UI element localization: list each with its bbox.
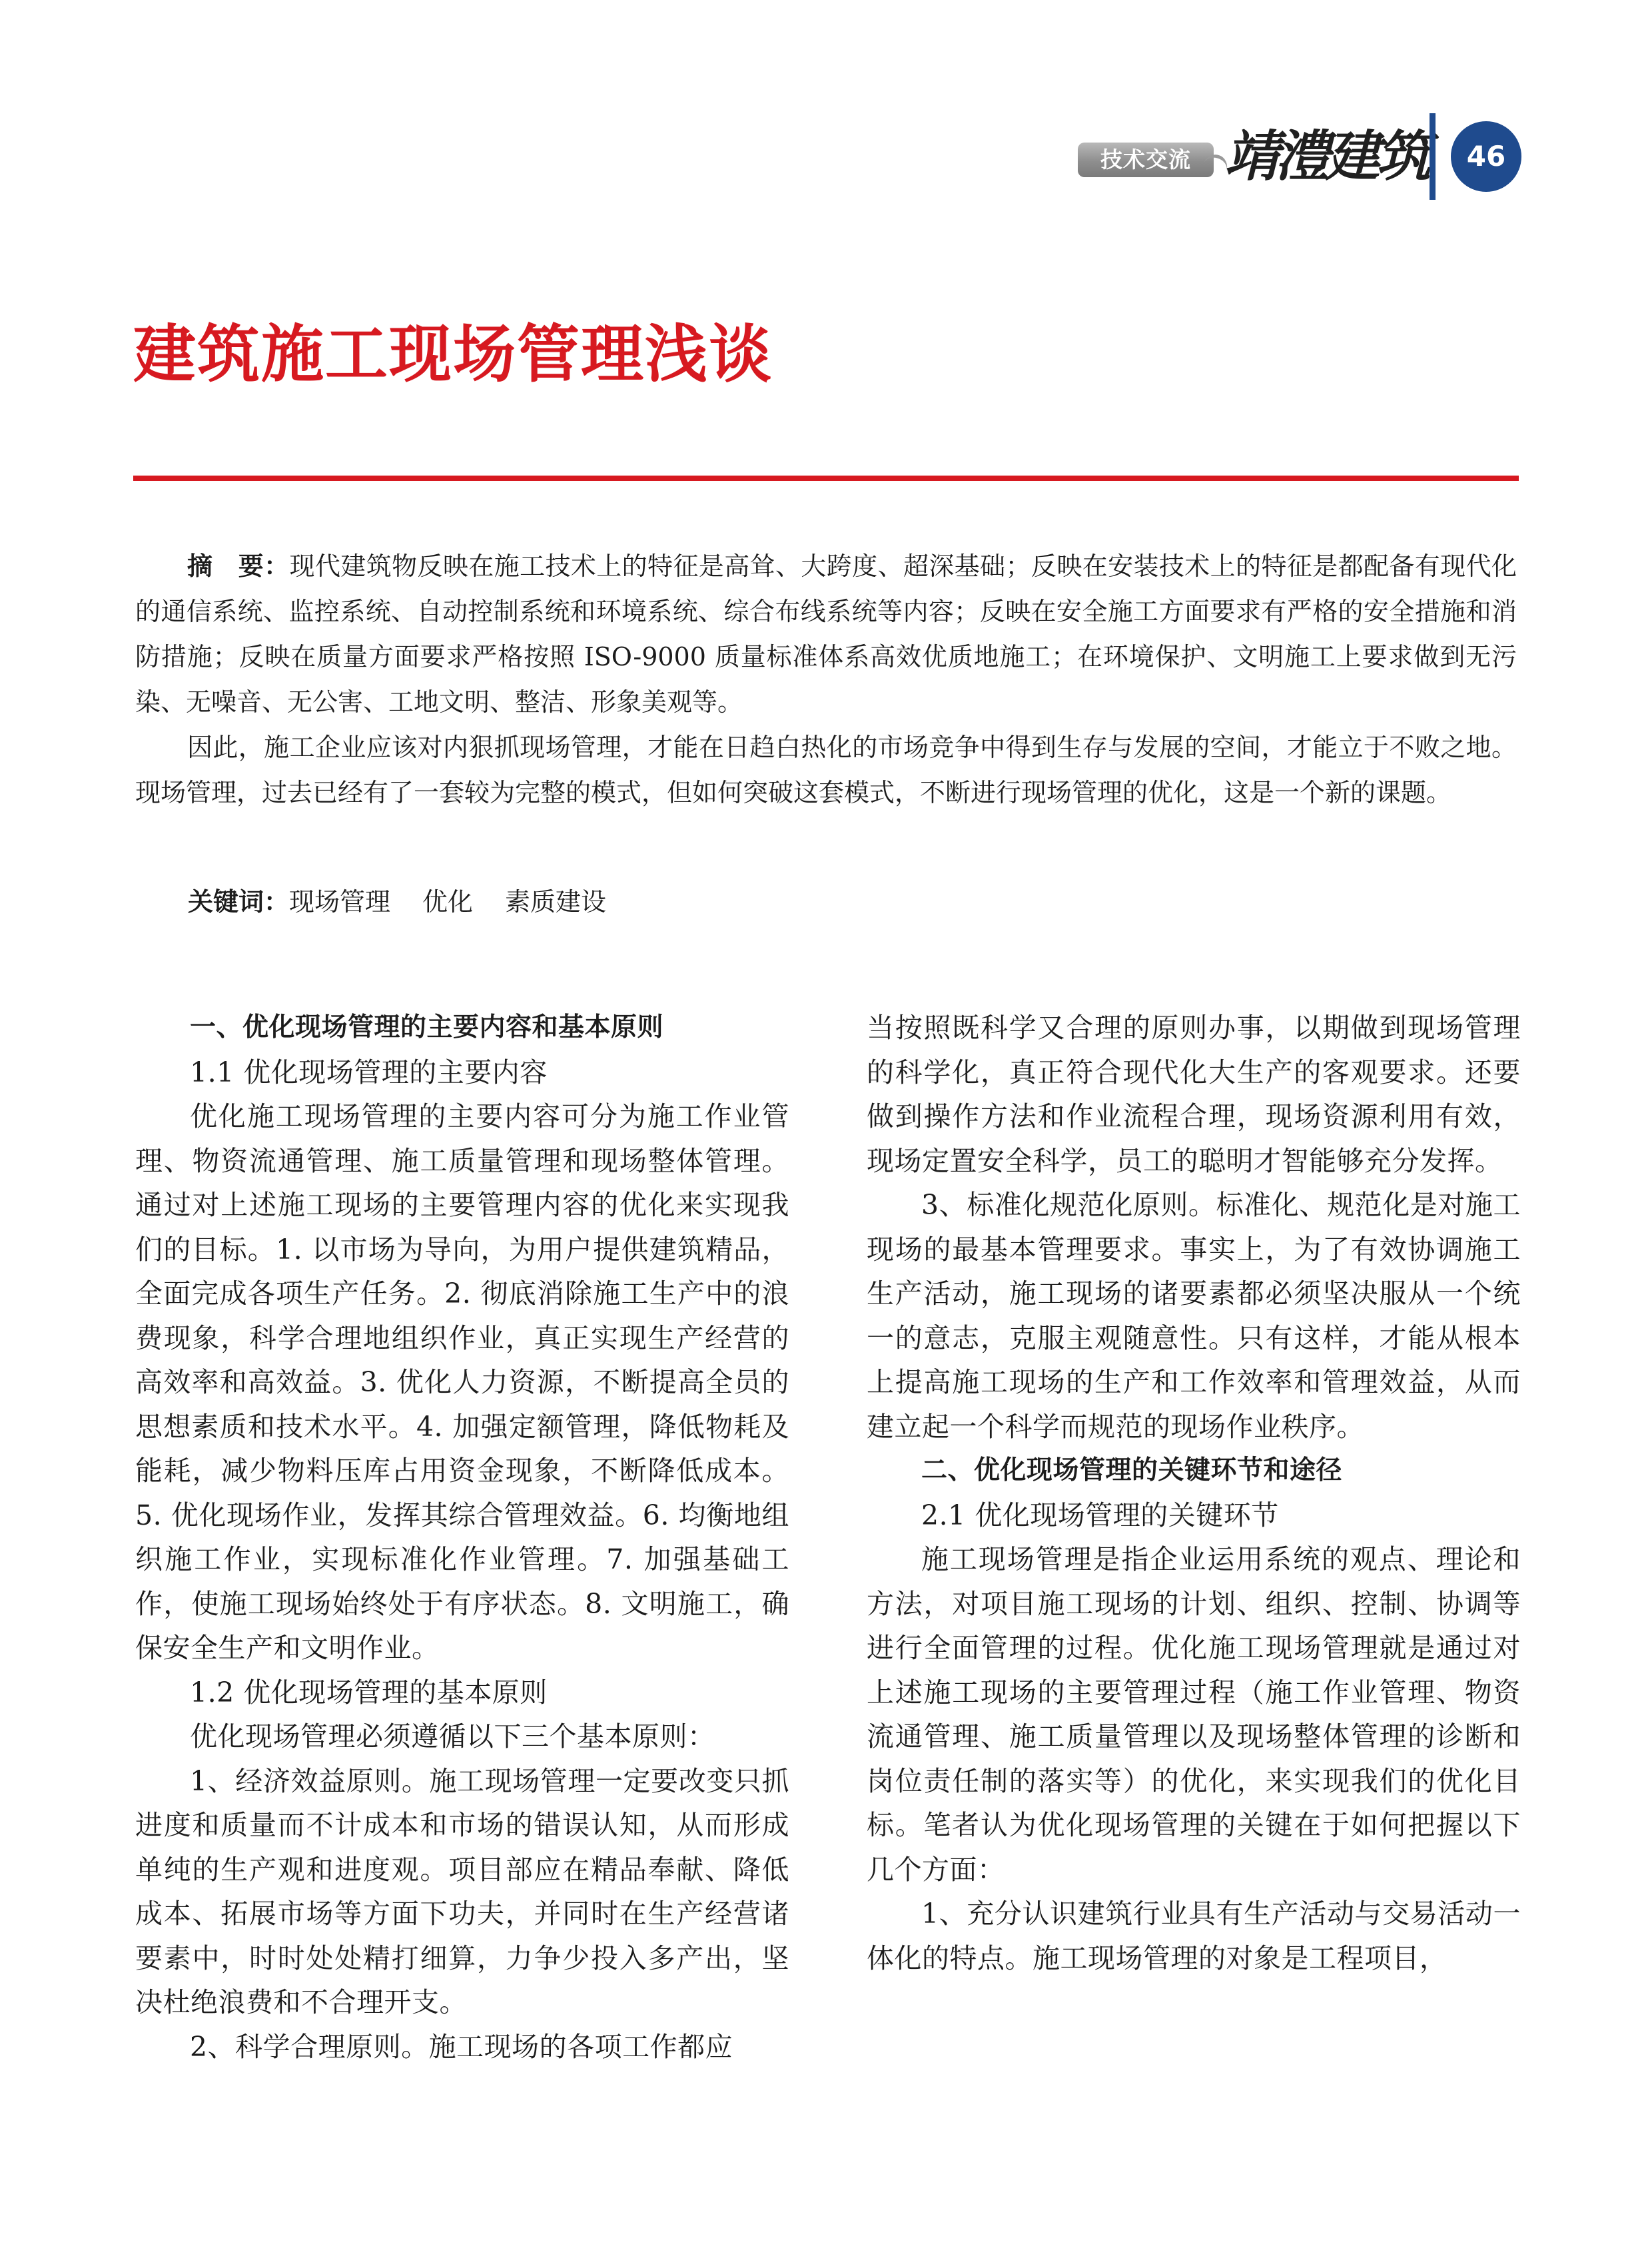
body-paragraph: 优化现场管理必须遵循以下三个基本原则： bbox=[190, 1720, 715, 1752]
keyword: 素质建设 bbox=[505, 887, 607, 917]
title-rule bbox=[133, 476, 1519, 481]
article-title: 建筑施工现场管理浅谈 bbox=[133, 318, 773, 391]
magazine-logo: 靖澧建筑 bbox=[1224, 125, 1427, 188]
body-paragraph: 1、充分认识建筑行业具有生产活动与交易活动一体化的特点。施工现场管理的对象是工程项目， bbox=[867, 1898, 1521, 1974]
body-column-left bbox=[135, 1006, 789, 2069]
abstract-text: 现代建筑物反映在施工技术上的特征是高耸、大跨度、超深基础；反映在安装技术上的特征是都配备有现代化的通信系统、监控系统、自动控制系统和环境系统、综合布线系统等内容；反映在安全施工方面要求有严格的安全措施和消防措施；反映在质量方面要求严格按照 ISO-9000 质量标准体系高效优质地施工；在环境保护、文明施工上要求做到无污染、无噪音、无公害、工地文明、整洁、形象美观等。 bbox=[135, 552, 1517, 717]
abstract-paragraph bbox=[135, 544, 1517, 725]
abstract bbox=[135, 544, 1517, 815]
body-paragraph: 优化施工现场管理的主要内容可分为施工作业管理、物资流通管理、施工质量管理和现场整体管理。通过对上述施工现场的主要管理内容的优化来实现我们的目标。1. 以市场为导向，为用户提供建筑精品，全面完成各项生产任务。2. 彻底消除施工生产中的浪费现象，科学合理地组织作业，真正实现生产经营的高效率和高效益。3. 优化人力资源，不断提高全员的思想素质和技术水平。4. 加强定额管理，降低物耗及能耗，减少物料压库占用资金现象，不断降低成本。5. 优化现场作业，发挥其综合管理效益。6. 均衡地组织施工作业，实现标准化作业管理。7. 加强基础工作，使施工现场始终处于有序状态。8. 文明施工，确保安全生产和文明作业。 bbox=[135, 1100, 789, 1664]
body-column-right bbox=[867, 1006, 1521, 1980]
body-paragraph: 3、标准化规范化原则。标准化、规范化是对施工现场的最基本管理要求。事实上，为了有效协调施工生产活动，施工现场的诸要素都必须坚决服从一个统一的意志，克服主观随意性。只有这样，才能从根本上提高施工现场的生产和工作效率和管理效益，从而建立起一个科学而规范的现场作业秩序。 bbox=[867, 1189, 1521, 1443]
page-number: 46 bbox=[1451, 121, 1521, 192]
body-paragraph: 1、经济效益原则。施工现场管理一定要改变只抓进度和质量而不计成本和市场的错误认知，从而形成单纯的生产观和进度观。项目部应在精品奉献、降低成本、拓展市场等方面下功夫，并同时在生产经营诸要素中，时时处处精打细算，力争少投入多产出，坚决杜绝浪费和不合理开支。 bbox=[135, 1764, 789, 2018]
subsection-heading: 1.1 优化现场管理的主要内容 bbox=[190, 1056, 548, 1088]
body-paragraph: 当按照既科学又合理的原则办事，以期做到现场管理的科学化，真正符合现代化大生产的客观要求。还要做到操作方法和作业流程合理，现场资源利用有效，现场定置安全科学，员工的聪明才智能够充分发挥。 bbox=[867, 1012, 1521, 1177]
keywords bbox=[188, 879, 1387, 925]
section-heading: 二、优化现场管理的关键环节和途径 bbox=[921, 1455, 1343, 1485]
header-divider bbox=[1430, 113, 1436, 200]
keyword: 优化 bbox=[422, 887, 474, 917]
keywords-label: 关键词： bbox=[188, 887, 290, 917]
keyword: 现场管理 bbox=[289, 887, 391, 917]
section-tag: 技术交流 bbox=[1078, 143, 1214, 177]
abstract-paragraph-2: 因此，施工企业应该对内狠抓现场管理，才能在日趋白热化的市场竞争中得到生存与发展的空间，才能立于不败之地。现场管理，过去已经有了一套较为完整的模式，但如何突破这套模式，不断进行现场管理的优化，这是一个新的课题。 bbox=[135, 733, 1517, 807]
subsection-heading: 2.1 优化现场管理的关键环节 bbox=[921, 1499, 1279, 1531]
body-paragraph: 2、科学合理原则。施工现场的各项工作都应 bbox=[190, 2030, 733, 2063]
section-heading: 一、优化现场管理的主要内容和基本原则 bbox=[190, 1012, 664, 1042]
subsection-heading: 1.2 优化现场管理的基本原则 bbox=[190, 1676, 548, 1708]
body-paragraph: 施工现场管理是指企业运用系统的观点、理论和方法，对项目施工现场的计划、组织、控制、协调等进行全面管理的过程。优化施工现场管理就是通过对上述施工现场的主要管理过程（施工作业管理、物资流通管理、施工质量管理以及现场整体管理的诊断和岗位责任制的落实等）的优化，来实现我们的优化目标。笔者认为优化现场管理的关键在于如何把握以下几个方面： bbox=[867, 1543, 1521, 1886]
abstract-label: 摘 要： bbox=[187, 552, 290, 581]
